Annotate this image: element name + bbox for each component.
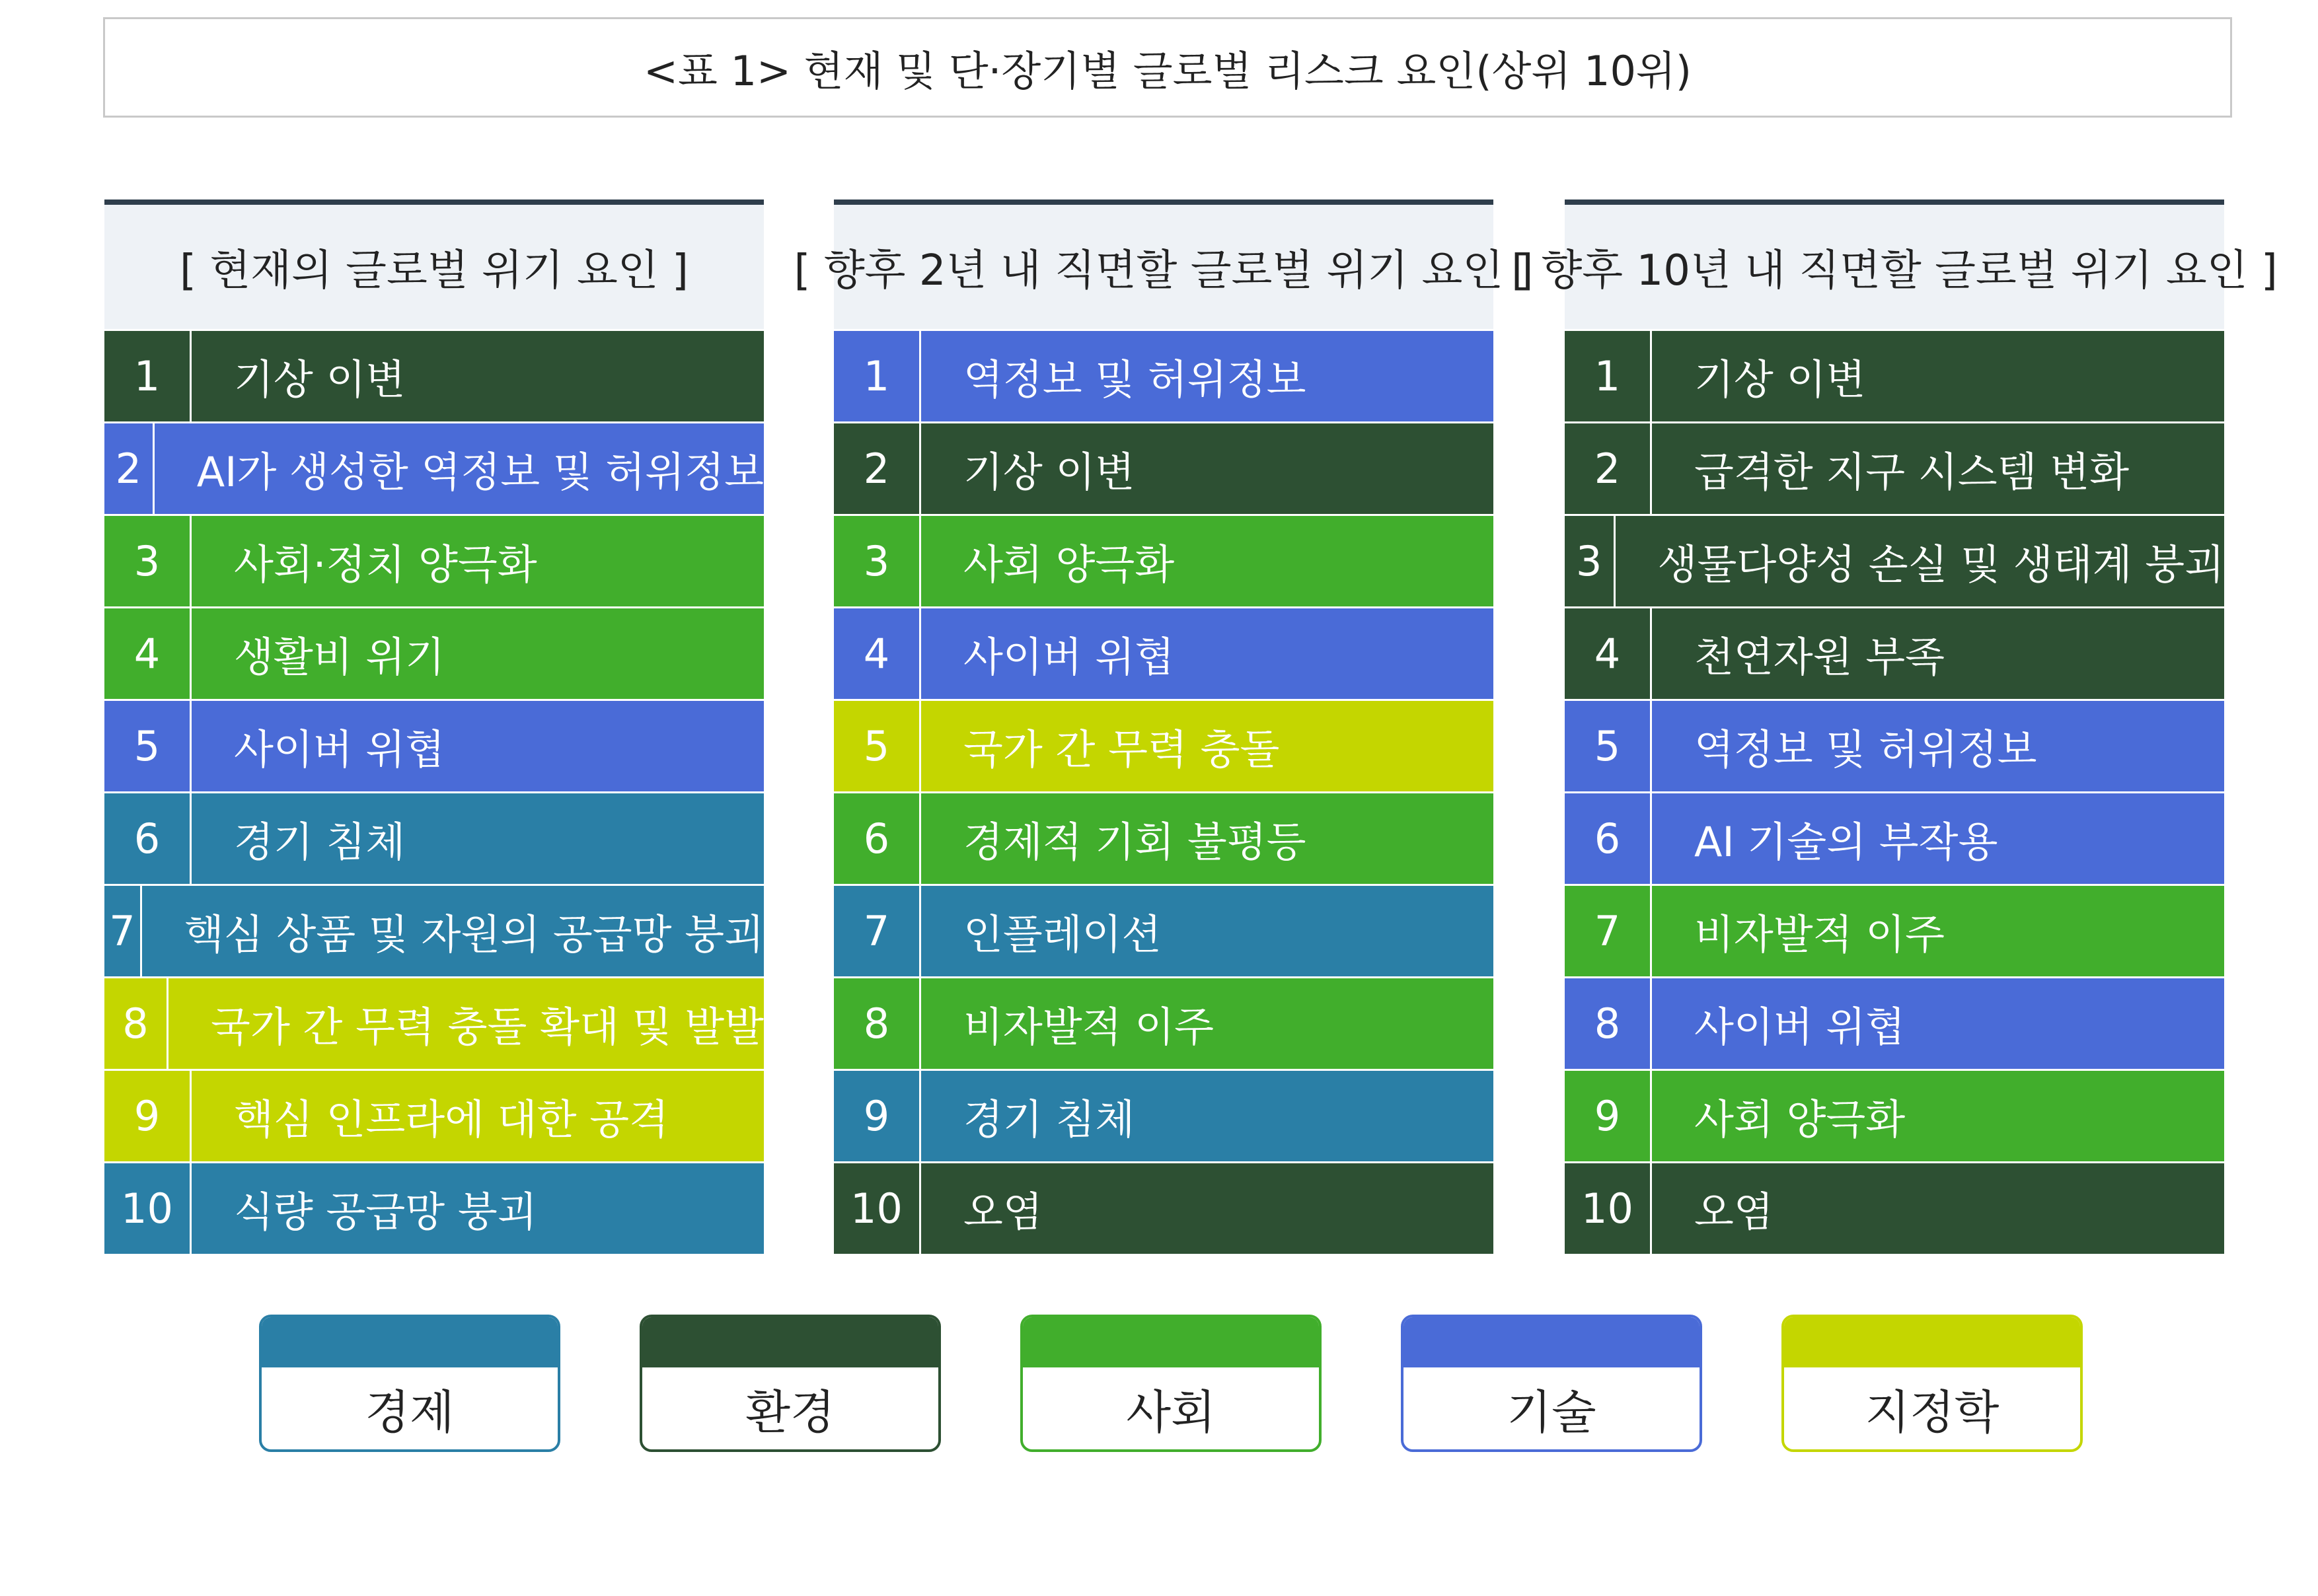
risk-rank: 7 xyxy=(104,886,142,976)
risk-label: 생활비 위기 xyxy=(234,633,445,681)
risk-row xyxy=(834,886,1493,976)
risk-rank: 2 xyxy=(104,423,155,514)
risk-rank: 8 xyxy=(834,978,921,1069)
risk-label: 사회 양극화 xyxy=(1694,1095,1906,1143)
risk-rank: 5 xyxy=(834,701,921,791)
risk-label: 사이버 위협 xyxy=(963,633,1175,681)
legend-label: 환경 xyxy=(745,1385,835,1439)
risk-row xyxy=(834,701,1493,791)
risk-row xyxy=(104,331,764,421)
risk-label: 경제적 기회 불평등 xyxy=(963,818,1306,866)
risk-label: 급격한 지구 시스템 변화 xyxy=(1694,448,2130,496)
risk-label: 기상 이변 xyxy=(1694,355,1866,404)
legend-label: 경제 xyxy=(365,1385,455,1439)
risk-label: 비자발적 이주 xyxy=(1694,910,1945,959)
risk-label: AI가 생성한 역정보 및 허위정보 xyxy=(196,448,764,496)
legend-swatch xyxy=(1023,1317,1319,1367)
risk-rank: 3 xyxy=(834,516,921,606)
risk-row xyxy=(104,516,764,606)
risk-row xyxy=(104,423,764,514)
risk-row xyxy=(1565,1071,2224,1161)
risk-row xyxy=(1565,793,2224,884)
risk-label: 천연자원 부족 xyxy=(1694,633,1945,681)
risk-row xyxy=(834,516,1493,606)
legend-swatch xyxy=(262,1317,558,1367)
risk-row xyxy=(834,1071,1493,1161)
risk-rank: 6 xyxy=(104,793,192,884)
legend-swatch xyxy=(1784,1317,2080,1367)
panel-heading: [ 현재의 글로벌 위기 요인 ] xyxy=(104,200,764,329)
legend-label: 사회 xyxy=(1126,1385,1216,1439)
risk-label: 생물다양성 손실 및 생태계 붕괴 xyxy=(1657,540,2224,589)
risk-rank: 1 xyxy=(1565,331,1652,421)
risk-rank: 6 xyxy=(1565,793,1652,884)
risk-rank: 3 xyxy=(104,516,192,606)
risk-rank: 6 xyxy=(834,793,921,884)
risk-rank: 5 xyxy=(104,701,192,791)
risk-label: 인플레이션 xyxy=(963,910,1162,959)
risk-row xyxy=(834,1163,1493,1254)
risk-rank: 9 xyxy=(834,1071,921,1161)
risk-rank: 4 xyxy=(834,608,921,699)
risk-label: 경기 침체 xyxy=(234,818,406,866)
risk-label: 핵심 인프라에 대한 공격 xyxy=(234,1095,669,1143)
risk-label: 핵심 상품 및 자원의 공급망 붕괴 xyxy=(184,910,764,959)
risk-panel-3 xyxy=(1511,200,2278,1254)
legend-item xyxy=(1401,1315,1702,1452)
risk-row xyxy=(834,331,1493,421)
risk-label: 비자발적 이주 xyxy=(963,1003,1215,1051)
risk-row xyxy=(834,978,1493,1069)
risk-label: 식량 공급망 붕괴 xyxy=(234,1188,537,1236)
legend-swatch xyxy=(1403,1317,1700,1367)
risk-rank: 2 xyxy=(834,423,921,514)
risk-label: 사이버 위협 xyxy=(234,725,445,774)
risk-label: 오염 xyxy=(1694,1188,1774,1236)
risk-rank: 2 xyxy=(1565,423,1652,514)
risk-label: 국가 간 무력 충돌 xyxy=(963,725,1280,774)
risk-rank: 9 xyxy=(1565,1071,1652,1161)
risk-row xyxy=(1565,886,2224,976)
risk-row xyxy=(104,1071,764,1161)
risk-label: 오염 xyxy=(963,1188,1043,1236)
risk-row xyxy=(834,793,1493,884)
panel-heading: [ 향후 10년 내 직면할 글로벌 위기 요인 ] xyxy=(1565,200,2224,329)
legend-item xyxy=(1781,1315,2083,1452)
legend-item xyxy=(1020,1315,1322,1452)
risk-rank: 4 xyxy=(1565,608,1652,699)
risk-rank: 10 xyxy=(834,1163,921,1254)
legend-item xyxy=(640,1315,941,1452)
risk-row xyxy=(104,1163,764,1254)
risk-row xyxy=(1565,516,2224,606)
risk-panel-1 xyxy=(104,200,764,1254)
risk-rank: 9 xyxy=(104,1071,192,1161)
risk-label: 사이버 위협 xyxy=(1694,1003,1906,1051)
legend-item xyxy=(259,1315,560,1452)
risk-label: 사회·정치 양극화 xyxy=(234,540,537,589)
risk-label: 역정보 및 허위정보 xyxy=(963,355,1306,404)
risk-rank: 1 xyxy=(104,331,192,421)
risk-label: 기상 이변 xyxy=(963,448,1135,496)
risk-rank: 10 xyxy=(1565,1163,1652,1254)
legend-label: 지정학 xyxy=(1865,1385,2000,1439)
risk-panel-2 xyxy=(794,200,1534,1254)
risk-rank: 10 xyxy=(104,1163,192,1254)
risk-label: AI 기술의 부작용 xyxy=(1694,818,1998,866)
table-title: <표 1> 현재 및 단·장기별 글로벌 리스크 요인(상위 10위) xyxy=(103,17,2232,118)
risk-rank: 1 xyxy=(834,331,921,421)
risk-row xyxy=(1565,608,2224,699)
risk-rank: 5 xyxy=(1565,701,1652,791)
risk-row xyxy=(1565,331,2224,421)
risk-label: 기상 이변 xyxy=(234,355,406,404)
risk-rank: 3 xyxy=(1565,516,1616,606)
legend-label: 기술 xyxy=(1507,1385,1596,1439)
risk-row xyxy=(1565,1163,2224,1254)
risk-row xyxy=(104,608,764,699)
risk-rank: 8 xyxy=(1565,978,1652,1069)
risk-row xyxy=(104,793,764,884)
risk-rank: 4 xyxy=(104,608,192,699)
risk-row xyxy=(834,423,1493,514)
legend-swatch xyxy=(642,1317,938,1367)
risk-label: 사회 양극화 xyxy=(963,540,1175,589)
risk-rank: 8 xyxy=(104,978,168,1069)
risk-label: 경기 침체 xyxy=(963,1095,1135,1143)
risk-rank: 7 xyxy=(834,886,921,976)
risk-row xyxy=(104,701,764,791)
risk-row xyxy=(104,978,764,1069)
panel-heading: [ 향후 2년 내 직면할 글로벌 위기 요인 ] xyxy=(834,200,1493,329)
risk-row xyxy=(834,608,1493,699)
risk-row xyxy=(1565,978,2224,1069)
risk-row xyxy=(1565,701,2224,791)
risk-label: 역정보 및 허위정보 xyxy=(1694,725,2037,774)
risk-row xyxy=(104,886,764,976)
risk-rank: 7 xyxy=(1565,886,1652,976)
risk-row xyxy=(1565,423,2224,514)
risk-label: 국가 간 무력 충돌 확대 및 발발 xyxy=(211,1003,764,1051)
